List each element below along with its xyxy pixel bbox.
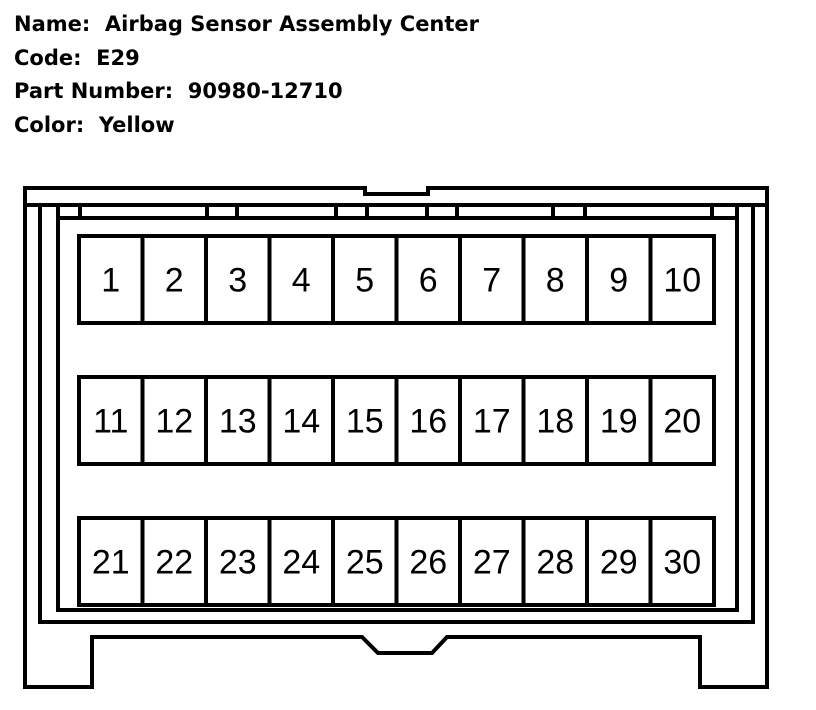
pin-label: 19 (599, 402, 638, 441)
name-label: Name: (14, 12, 91, 36)
pin-label: 29 (599, 543, 638, 582)
pin-label: 10 (663, 261, 702, 300)
pin-label: 13 (218, 402, 257, 441)
pin-label: 3 (228, 261, 248, 300)
pin-label: 23 (218, 543, 257, 582)
pin-label: 15 (345, 402, 384, 441)
pin-label: 17 (472, 402, 511, 441)
pin-label: 27 (472, 543, 511, 582)
pin-label: 8 (545, 261, 565, 300)
connector-pins (79, 236, 714, 605)
code-label: Code: (14, 45, 82, 70)
pin-label: 24 (282, 543, 321, 582)
pin-label: 14 (282, 402, 321, 441)
color-label: Color: (14, 112, 85, 137)
pin-label: 16 (409, 402, 448, 441)
pin-label: 18 (536, 402, 575, 441)
pin-label: 1 (101, 261, 121, 300)
pin-label: 6 (418, 261, 438, 300)
pin-label: 25 (345, 543, 384, 582)
pin-label: 12 (155, 402, 194, 441)
pin-label: 30 (663, 543, 702, 582)
pin-label: 21 (91, 543, 130, 582)
pin-label: 22 (155, 543, 194, 582)
name-value: Airbag Sensor Assembly Center (104, 12, 480, 36)
color-value: Yellow (98, 112, 175, 137)
pin-label: 2 (164, 261, 184, 300)
part-number-value: 90980-12710 (187, 79, 343, 103)
pin-label: 5 (355, 261, 375, 300)
pin-label: 4 (291, 261, 311, 300)
pin-label: 20 (663, 402, 702, 441)
pin-label: 7 (482, 261, 502, 300)
part-number-label: Part Number: (14, 79, 174, 103)
pin-label: 11 (93, 402, 129, 441)
pin-label: 9 (609, 261, 629, 300)
pin-label: 28 (536, 543, 575, 582)
code-value: E29 (96, 45, 140, 70)
pin-label: 26 (409, 543, 448, 582)
